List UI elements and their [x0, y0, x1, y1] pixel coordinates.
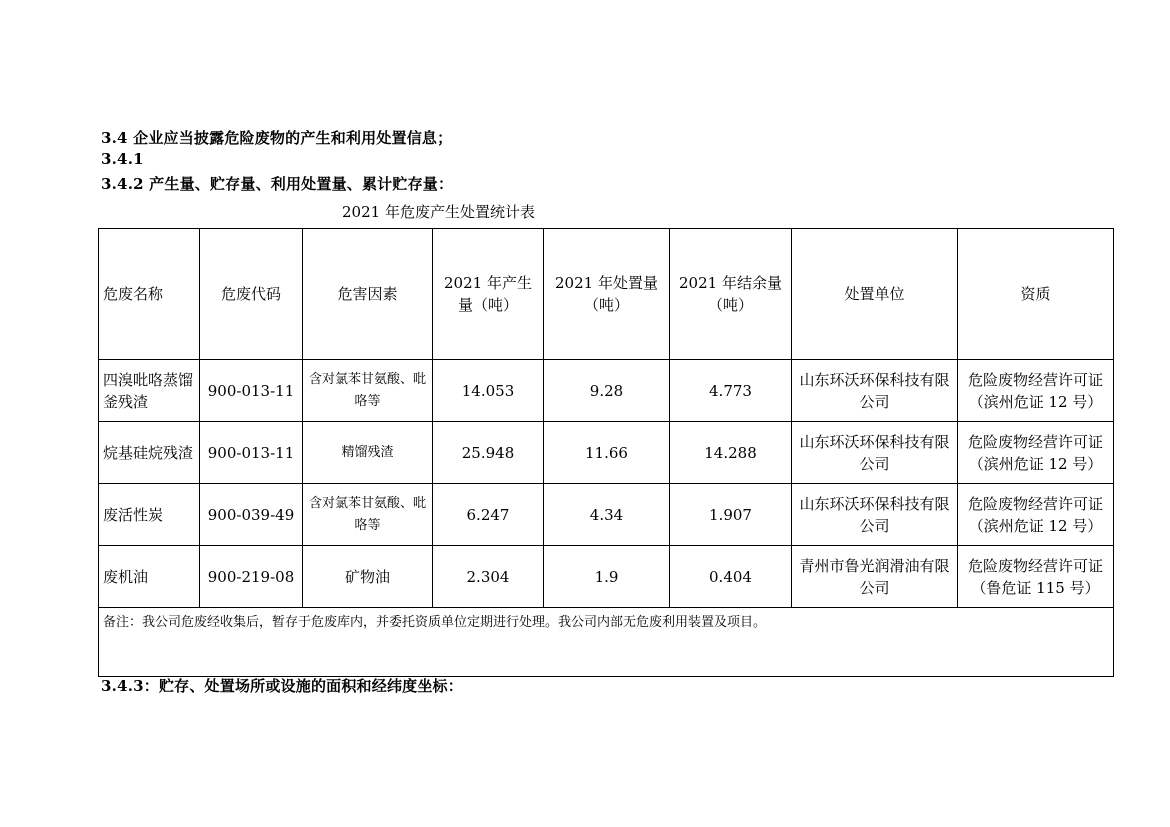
header-disposal-unit: 处置单位: [792, 229, 958, 360]
cell-disposed-amount: 1.9: [544, 546, 670, 608]
hazardous-waste-table: [98, 228, 1114, 677]
table-note-row: [99, 608, 1114, 677]
cell-disposal-unit: 山东环沃环保科技有限公司: [792, 360, 958, 422]
cell-waste-code: 900-039-49: [200, 484, 303, 546]
table-note: 备注：我公司危废经收集后，暂存于危废库内，并委托资质单位定期进行处理。我公司内部无危废利用装置及项目。: [99, 608, 1114, 677]
header-qualification: 资质: [958, 229, 1114, 360]
cell-qualification: 危险废物经营许可证（滨州危证 12 号）: [958, 484, 1114, 546]
cell-waste-name: 废机油: [99, 546, 200, 608]
cell-disposed-amount: 4.34: [544, 484, 670, 546]
cell-hazard-factor: 矿物油: [303, 546, 433, 608]
cell-waste-code: 900-219-08: [200, 546, 303, 608]
cell-waste-name: 烷基硅烷残渣: [99, 422, 200, 484]
cell-remaining-amount: 0.404: [670, 546, 792, 608]
table-row: [99, 422, 1114, 484]
table-header-row: [99, 229, 1114, 360]
cell-hazard-factor: 含对氯苯甘氨酸、吡咯等: [303, 360, 433, 422]
header-hazard-factor: 危害因素: [303, 229, 433, 360]
header-remaining-amount: 2021 年结余量（吨）: [670, 229, 792, 360]
cell-qualification: 危险废物经营许可证（滨州危证 12 号）: [958, 360, 1114, 422]
cell-generated-amount: 25.948: [433, 422, 544, 484]
cell-disposed-amount: 9.28: [544, 360, 670, 422]
table-row: [99, 546, 1114, 608]
cell-qualification: 危险废物经营许可证（鲁危证 115 号）: [958, 546, 1114, 608]
header-disposed-amount: 2021 年处置量（吨）: [544, 229, 670, 360]
cell-disposed-amount: 11.66: [544, 422, 670, 484]
cell-disposal-unit: 山东环沃环保科技有限公司: [792, 422, 958, 484]
cell-generated-amount: 14.053: [433, 360, 544, 422]
cell-remaining-amount: 1.907: [670, 484, 792, 546]
table-caption: 2021 年危废产生处置统计表: [342, 203, 535, 221]
cell-qualification: 危险废物经营许可证（滨州危证 12 号）: [958, 422, 1114, 484]
header-generated-amount: 2021 年产生量（吨）: [433, 229, 544, 360]
cell-remaining-amount: 14.288: [670, 422, 792, 484]
cell-remaining-amount: 4.773: [670, 360, 792, 422]
section-heading-3-4-3: 3.4.3：贮存、处置场所或设施的面积和经纬度坐标：: [101, 677, 463, 695]
cell-waste-code: 900-013-11: [200, 360, 303, 422]
cell-generated-amount: 6.247: [433, 484, 544, 546]
section-heading-3-4-2: 3.4.2 产生量、贮存量、利用处置量、累计贮存量：: [101, 175, 454, 193]
header-waste-name: 危废名称: [99, 229, 200, 360]
cell-disposal-unit: 青州市鲁光润滑油有限公司: [792, 546, 958, 608]
section-heading-3-4: 3.4 企业应当披露危险废物的产生和利用处置信息；: [101, 129, 453, 147]
cell-waste-code: 900-013-11: [200, 422, 303, 484]
cell-hazard-factor: 精馏残渣: [303, 422, 433, 484]
cell-waste-name: 四溴吡咯蒸馏釜残渣: [99, 360, 200, 422]
cell-waste-name: 废活性炭: [99, 484, 200, 546]
cell-generated-amount: 2.304: [433, 546, 544, 608]
cell-disposal-unit: 山东环沃环保科技有限公司: [792, 484, 958, 546]
table-row: [99, 360, 1114, 422]
table-row: [99, 484, 1114, 546]
section-heading-3-4-1: 3.4.1: [101, 150, 144, 168]
header-waste-code: 危废代码: [200, 229, 303, 360]
cell-hazard-factor: 含对氯苯甘氨酸、吡咯等: [303, 484, 433, 546]
